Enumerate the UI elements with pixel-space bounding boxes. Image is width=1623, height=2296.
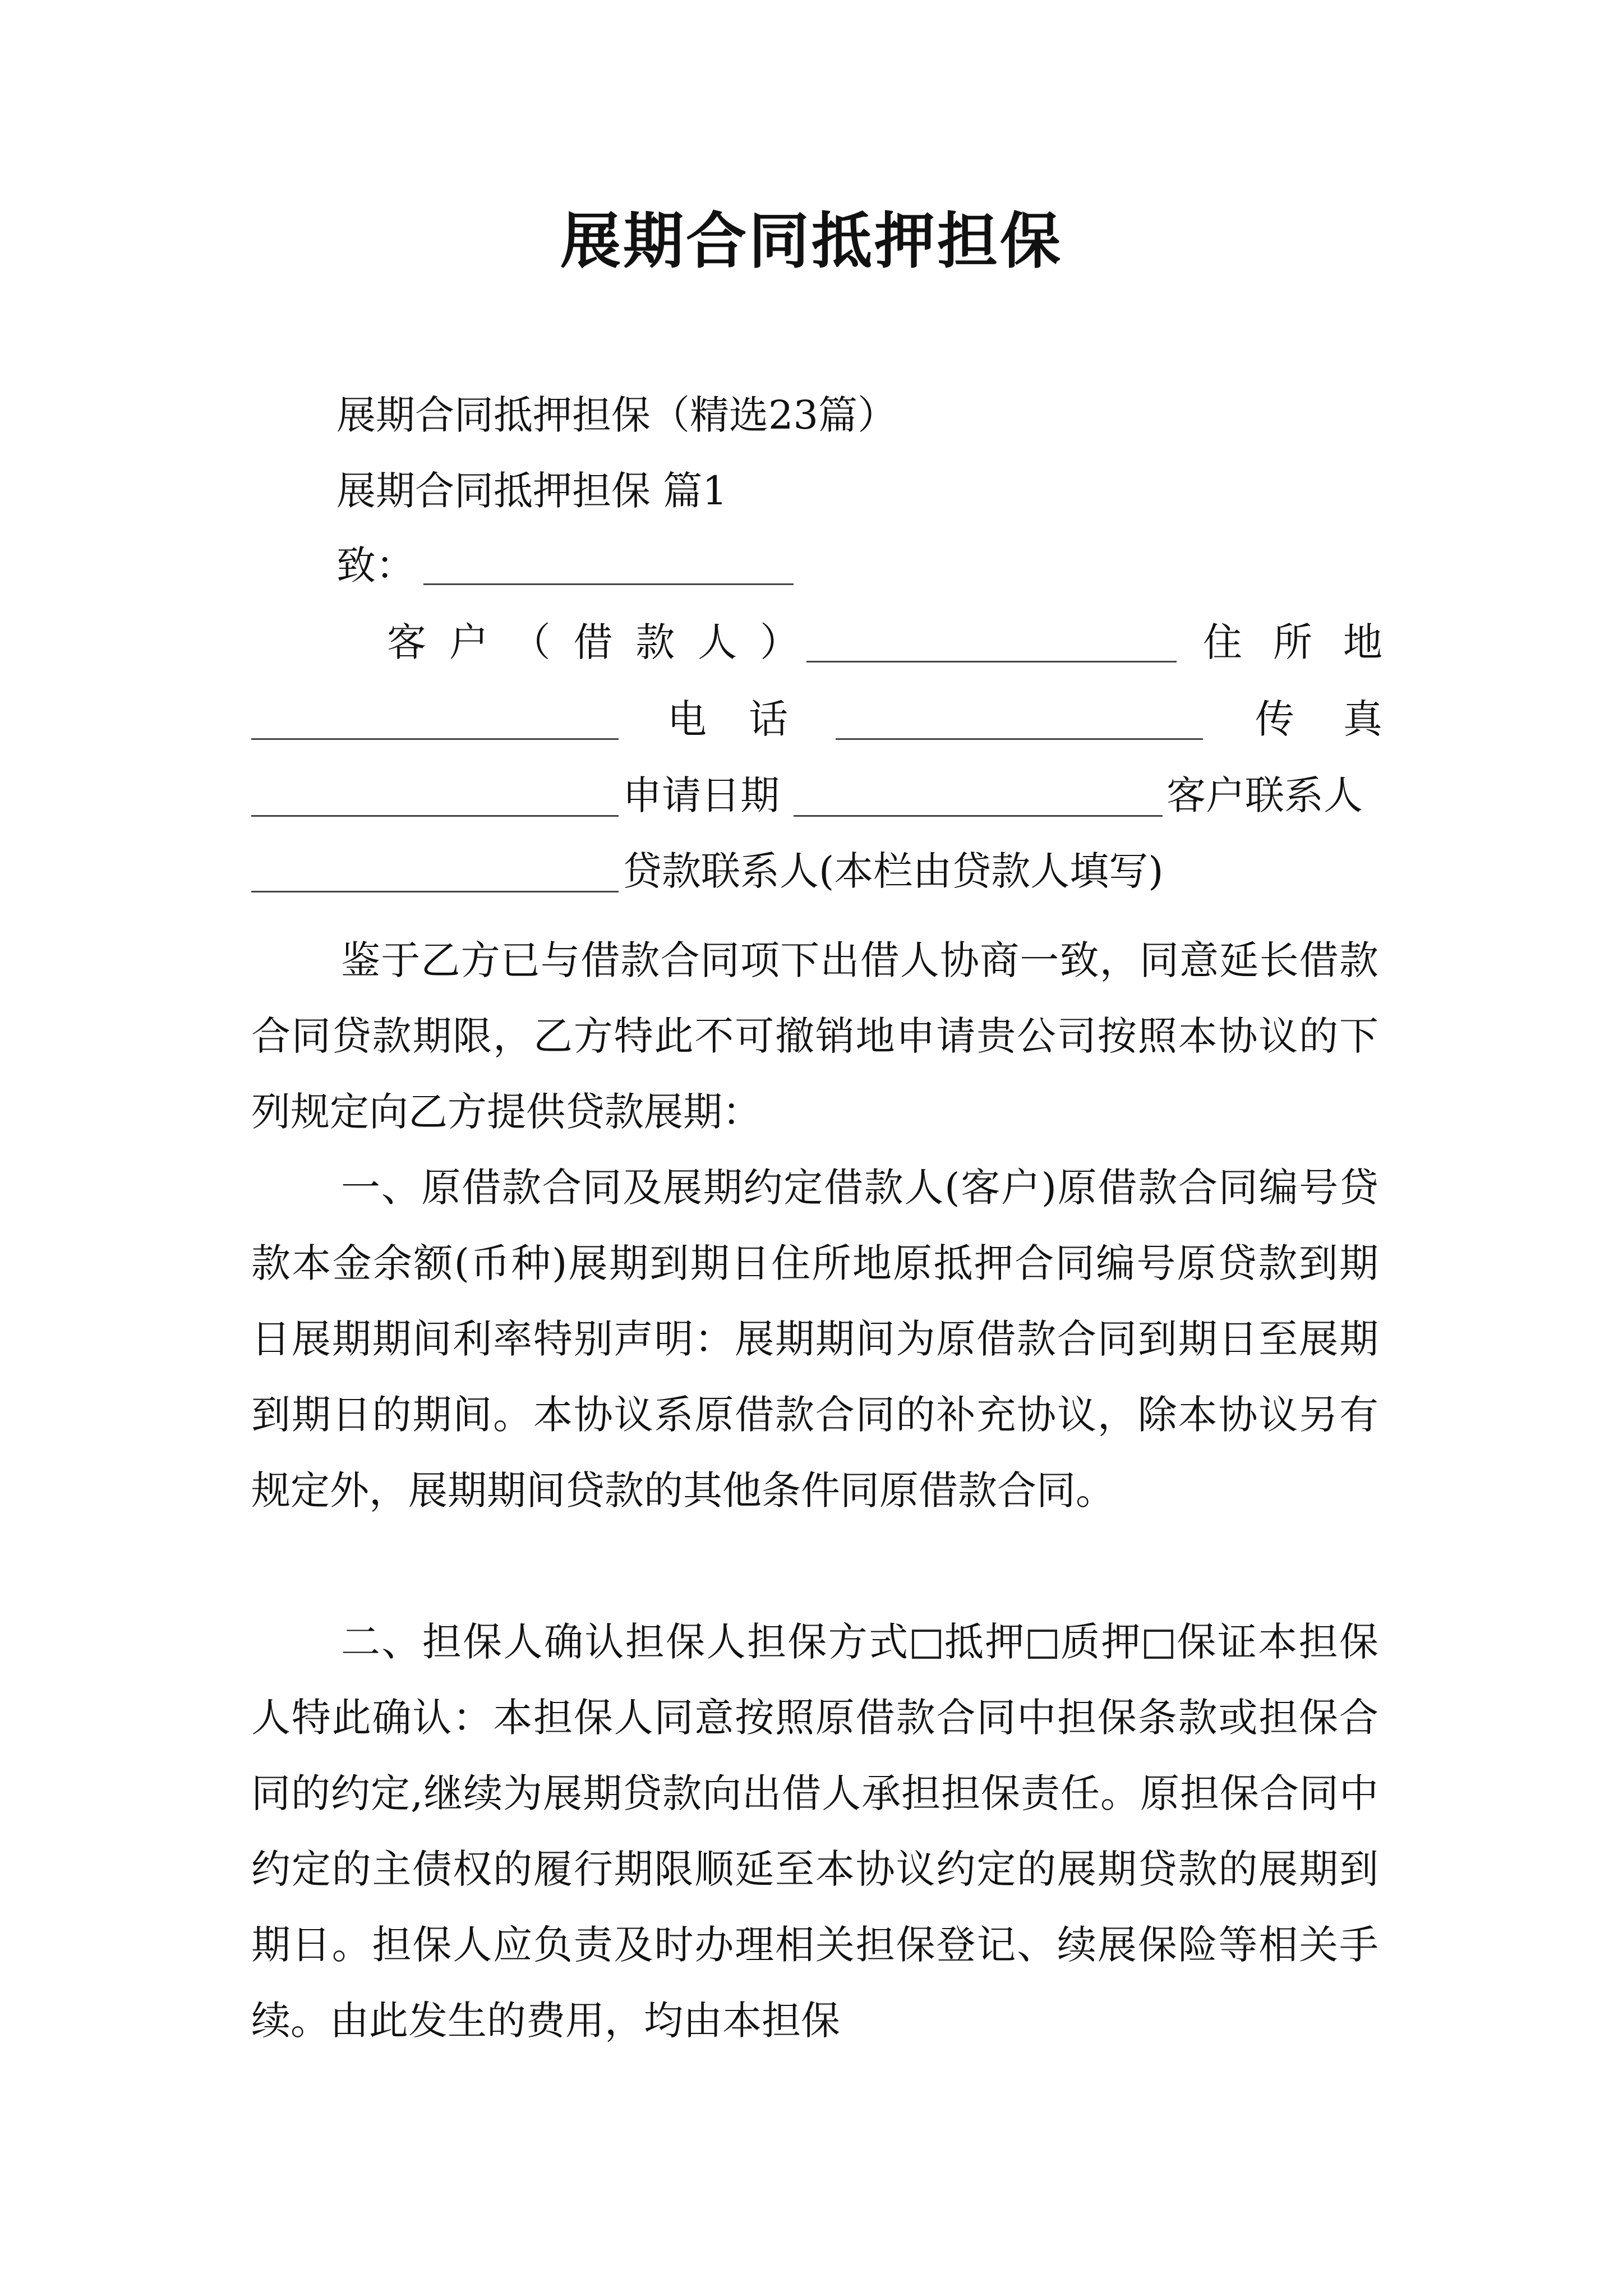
address-label: 住 所 地 [1203, 619, 1382, 665]
to-blank [423, 583, 794, 585]
mortgage-checkbox[interactable] [912, 1630, 941, 1659]
section-2-intro: 二、担保人确认担保人担保方式 [341, 1619, 910, 1665]
customer-label: 客 户 （ 借 款 人 ） [387, 619, 799, 665]
paragraph-section-1: 一、原借款合同及展期约定借款人(客户)原借款合同编号贷款本金余额(币种)展期到期日住所地原抵押合同编号原贷款到期日展期期间利率特别声明：展期期间为原借款合同到期日至展期到期日的期间。本协议系原借款合同的补充协议，除本协议另有规定外，展期期间贷款的其他条件同原借款合同。 [251, 1165, 1378, 1513]
loan-contact-label: 贷款联系人(本栏由贷款人填写) [623, 848, 1164, 894]
guarantee-option-text: 保证本担保人特此确认：本担保人同意按照原借款合同中担保条款或担保合同的约定,继续为展期贷款向出借人承担担保责任。原担保合同中约定的主债权的履行期限顺延至本协议约定的展期贷款的展期到期日。担保人应负责及时办理相关担保登记、续展保险等相关手续。由此发生的费用，均由本担保 [251, 1619, 1379, 2044]
document-title: 展期合同抵押担保 [560, 206, 1063, 277]
phone-label: 电 话 [667, 696, 788, 742]
paragraph-preamble: 鉴于乙方已与借款合同项下出借人协商一致，同意延长借款合同贷款期限，乙方特此不可撤销地申请贵公司按照本协议的下列规定向乙方提供贷款展期： [251, 937, 1378, 1135]
guarantee-checkbox[interactable] [1144, 1630, 1173, 1659]
customer-contact-blank [251, 891, 619, 892]
fax-label: 传 真 [1255, 696, 1382, 742]
pledge-option-label: 质押 [1059, 1619, 1142, 1665]
chapter-heading: 展期合同抵押担保 篇1 [336, 468, 727, 514]
customer-contact-label: 客户联系人 [1166, 772, 1363, 818]
apply-date-label: 申请日期 [623, 772, 780, 818]
to-label: 致： [336, 542, 415, 588]
pledge-checkbox[interactable] [1028, 1630, 1057, 1659]
phone-blank [836, 738, 1203, 740]
address-blank [251, 738, 619, 740]
mortgage-option-label: 抵押 [943, 1619, 1026, 1665]
paragraph-section-2 [251, 1604, 1378, 2059]
fax-blank [251, 815, 619, 817]
apply-date-blank [794, 815, 1163, 817]
customer-blank [806, 661, 1177, 662]
document-subtitle: 展期合同抵押担保（精选23篇） [336, 392, 897, 438]
